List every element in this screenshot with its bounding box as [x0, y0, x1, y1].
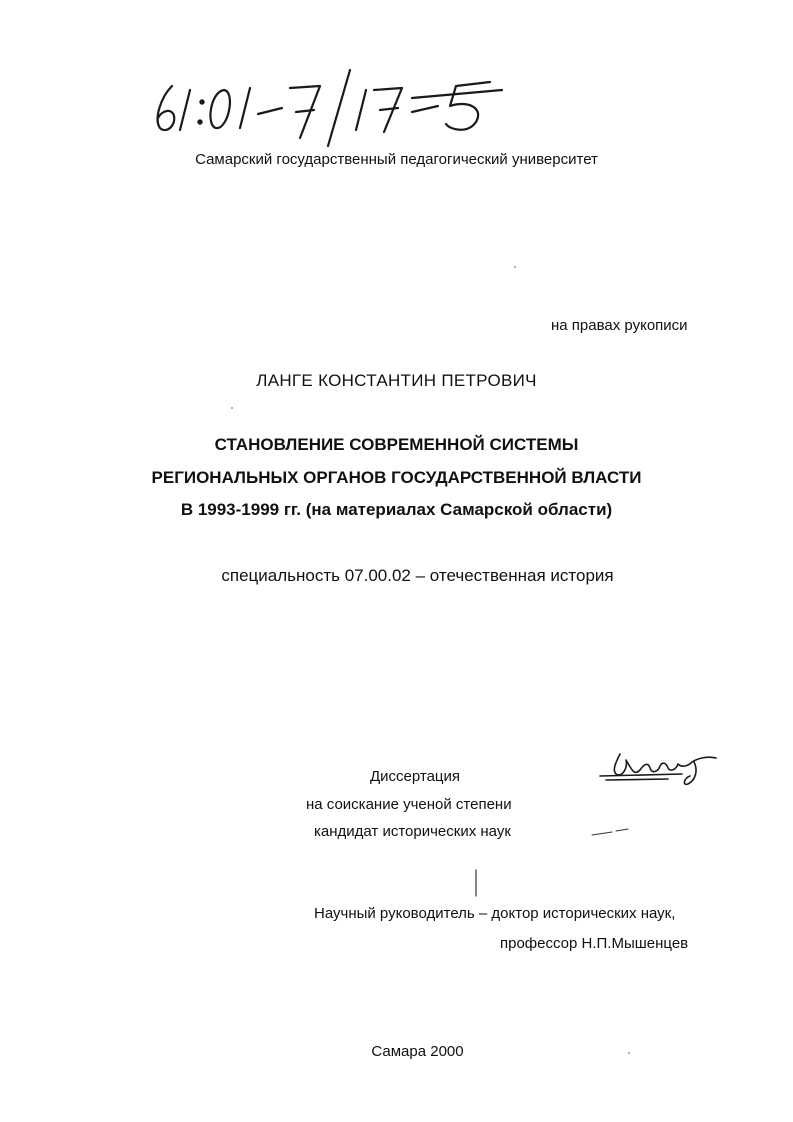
thesis-title-line-2: РЕГИОНАЛЬНЫХ ОРГАНОВ ГОСУДАРСТВЕННОЙ ВЛАСТИ	[151, 468, 642, 487]
specialty: специальность 07.00.02 – отечественная история	[221, 566, 614, 585]
degree-purpose: на соискание ученой степени	[306, 796, 512, 813]
author-signature	[598, 748, 723, 790]
dissertation-label: Диссертация	[370, 768, 461, 785]
pen-mark	[590, 826, 630, 838]
scan-speck	[514, 266, 516, 268]
advisor-line-2: профессор Н.П.Мышенцев	[500, 935, 689, 952]
author-name: ЛАНГЕ КОНСТАНТИН ПЕТРОВИЧ	[256, 371, 537, 390]
rights-notice: на правах рукописи	[551, 317, 688, 334]
scan-speck	[628, 1052, 630, 1054]
scan-speck	[231, 407, 233, 409]
advisor-line-1: Научный руководитель – доктор исторических наук,	[314, 905, 676, 922]
thesis-title-line-1: СТАНОВЛЕНИЕ СОВРЕМЕННОЙ СИСТЕМЫ	[214, 435, 579, 454]
university-name: Самарский государственный педагогический университет	[195, 151, 598, 168]
city-year: Самара 2000	[371, 1043, 464, 1060]
thesis-title-line-3: В 1993-1999 гг. (на материалах Самарской области)	[180, 500, 613, 519]
handwritten-archive-code	[150, 68, 510, 148]
degree-name: кандидат исторических наук	[314, 823, 511, 840]
pen-stroke	[473, 868, 479, 898]
